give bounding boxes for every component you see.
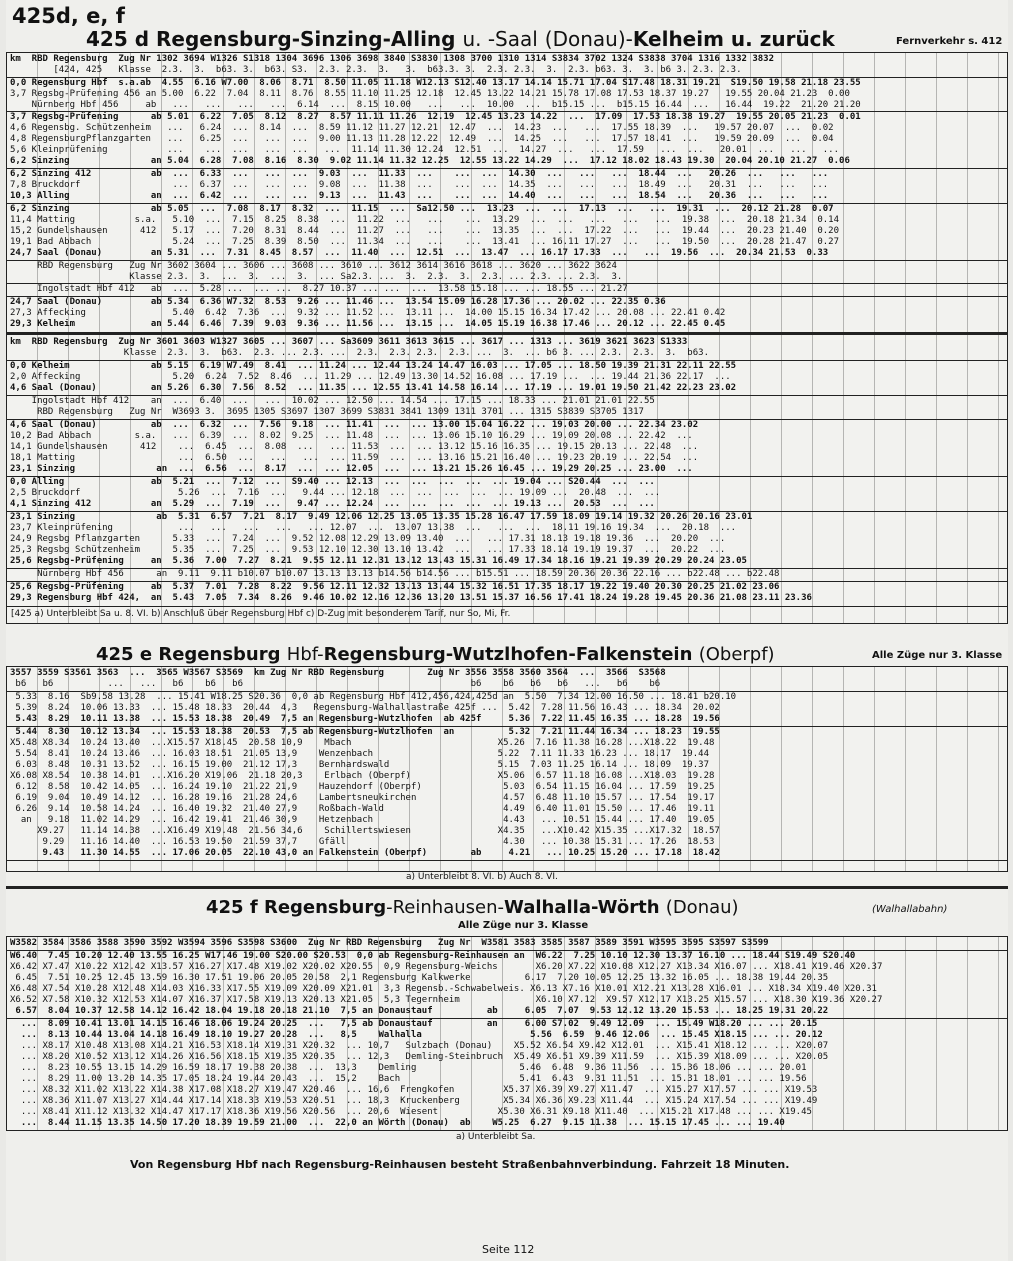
d-row: 23,1 Sinzing ab 5.31 6.57 7.21 8.17 9.49 12.06 12.25 13.05 13.35 15.28 16.47 17.59 18.09 19.14 19.32 20.26 20.16 23.01 xyxy=(10,512,753,522)
section-f-subtitle: (Walhallabahn) xyxy=(872,904,948,915)
f-row: ... 8.13 10.44 13.04 14.18 16.49 18.10 19.27 20.28 ... 8,5 Walhalla 5.56 6.59 9.46 12.06 ... 15.45 X18.15 ... ... 20.12 xyxy=(10,1030,823,1040)
d-row: 0,0 Regensburg Hbf s.a.ab 4.55 6.16 W7.00 8.06 8.71 8.50 11.05 11.18 W12.13 S12.40 13.17 14.14 15.71 17.04 S17.48 18.31 19.21 S19.50 19.58 21.18 23.55 xyxy=(10,78,861,88)
section-e-note: Alle Züge nur 3. Klasse xyxy=(872,650,1003,661)
section-d-title-d: Kelheim u. zurück xyxy=(632,27,835,51)
d-row: 25,3 Regsbg Schützenheim 5.35 ... 7.25 ... 9.53 12.10 12.30 13.10 13.42 ... ... 17.33 18.14 19.19 19.37 ... 20.22 ... xyxy=(10,545,726,555)
e-row: 3557 3559 S3561 3563 ... 3565 W3567 S3569 km Zug Nr RBD Regensburg Zug Nr 3556 3558 3560 3564 ... 3566 S3568 xyxy=(10,668,666,678)
d-row: 4,6 Saal (Donau) an 5.26 6.30 7.56 8.52 ... 11.35 ... 12.55 13.41 14.58 16.14 ... 17.19 ... 19.01 19.50 21.42 22.23 23.02 xyxy=(10,383,737,393)
d-row: 15,2 Gundelshausen 412 5.17 ... 7.20 8.31 8.44 ... 11.27 ... ... ... 13.35 ... ... 17.22 ... ... 19.44 ... 20.23 21.40 0.20 xyxy=(10,226,840,236)
d-row: 4,8 RegensburgPflanzgarten ... 6.25 ... ... ... 9.00 11.13 11.28 12.22 12.49 ... 14.25 ... ... 17.57 18.41 ... 19.59 20.09 ... 0.04 xyxy=(10,134,834,144)
section-f-title-d: (Donau) xyxy=(665,897,739,918)
e-row: 5.39 8.24 10.06 13.33 ... 15.48 18.33 20.44 4,3 Regensburg-Walhallastraße 425f ... 5.42 7.28 11.56 16.43 ... 18.34 20.02 xyxy=(10,703,720,713)
section-d-fernverkehr: Fernverkehr s. 412 xyxy=(896,36,1003,47)
e-row: 6.12 8.58 10.42 14.05 ... 16.24 19.10 21.22 21,9 Hauzendorf (Oberpf) 5.03 6.54 11.15 16.04 ... 17.59 19.25 xyxy=(10,782,715,792)
section-divider xyxy=(6,886,1008,889)
section-d-title-c: (Donau)- xyxy=(544,27,633,51)
d-row: 23,7 Kleinprüfening ... ... ... ... ... 12.07 ... 13.07 13.38 ... ... ... 18.11 19.16 19.34 ... 20.18 ... xyxy=(10,523,737,533)
f-row: ... X8.20 X10.52 X13.12 X14.26 X16.56 X18.15 X19.35 X20.35 ... 12,3 Demling-Steinbruch X5.49 X6.51 X9.39 X11.59 ... X15.39 X18.09 ... ... X20.05 xyxy=(10,1052,829,1062)
timetable-page xyxy=(6,0,1008,1261)
d-row: 7,8 Bruckdorf ... 6.37 ... ... ... 9.08 ... 11.38 ... ... ... 14.35 ... ... ... 18.49 ... 20.31 ... ... ... xyxy=(10,180,829,190)
d-row: 5,6 Kleinprüfening ... ... ... ... ... ... 11.14 11.30 12.24 12.51 ... 14.27 ... ... 17.59 ... ... 20.01 ... ... ... xyxy=(10,145,840,155)
d-row: 11,4 Matting s.a. 5.10 ... 7.15 8.25 8.38 ... 11.22 ... ... ... 13.29 ... ... ... ... ... 19.38 ... 20.18 21.34 0.14 xyxy=(10,215,840,225)
section-e-table xyxy=(6,666,1008,872)
d-row: 4,6 Regensbg. Schützenheim ... 6.24 ... 8.14 ... 8.59 11.12 11.27 12.21 12.47 ... 14.23 ... ... 17.55 18.39 ... 19.57 20.07 ... 0.02 xyxy=(10,123,834,133)
d-return-header-1: km RBD Regensburg Zug Nr 3601 3603 W1327 3605 ... 3607 ... Sa3609 3611 3613 3615 ... 3617 ... 1313 ... 3619 3621 3623 S1333 xyxy=(10,337,688,347)
d-return-header-2: Klasse 2.3. 3. b63. 2.3. ... 2.3. ... 2.3. 2.3. 2.3. 2.3. ... 3. ... b6 3. ... 2.3. 2.3. 3. b63. xyxy=(10,348,709,358)
page-heading: 425d, e, f xyxy=(12,4,125,28)
d-row: 24,7 Saal (Donau) an 5.31 ... 7.31 8.45 8.57 ... 11.40 ... 12.51 ... 13.47 ... 16.17 17.33 ... ... 19.56 ... 20.34 21.53 0.33 xyxy=(10,248,829,258)
section-f-title-b: -Reinhausen- xyxy=(386,897,504,918)
d-footnote: [425 a) Unterbleibt Sa u. 8. VI. b) Anschluß über Regensburg Hbf c) D-Zug mit besonderem Tarif, nur So, Mi, Fr. xyxy=(11,609,511,619)
f-row: ... 8.09 10.41 13.01 14.15 16.46 18.06 19.24 20.25 ... 7,5 ab Donaustauf an 6.00 S7.02 9.49 12.09 ... 15.49 W18.20 ... ... 20.15 xyxy=(10,1019,818,1029)
section-d-title-b: u. -Saal xyxy=(462,27,538,51)
d-row: 6,2 Sinzing an 5.04 6.28 7.08 8.16 8.30 9.02 11.14 11.32 12.25 12.55 13.22 14.29 ... 17.12 18.02 18.43 19.30 20.04 20.10 21.27 0.06 xyxy=(10,156,850,166)
e-row: 9.29 11.16 14.40 ... 16.53 19.50 21.59 37,7 Gfäll 4.30 ... 10.38 15.31 ... 17.26 18.53 xyxy=(10,837,715,847)
f-row: 6.45 7.51 10.25 12.45 13.59 16.30 17.51 19.06 20.05 20.58 2,1 Regensburg Kalkwerke 6.17 7.20 10.05 12.25 13.32 16.05 ... 18.38 19.44 20.35 xyxy=(10,973,829,983)
d-row: 19,1 Bad Abbach 5.24 ... 7.25 8.39 8.50 ... 11.34 ... ... ... 13.41 ... 16.11 17.27 ... ... 19.50 ... 20.28 21.47 0.27 xyxy=(10,237,840,247)
bottom-note: Von Regensburg Hbf nach Regensburg-Reinhausen besteht Straßenbahnverbindung. Fahrzeit 18 Minuten. xyxy=(130,1158,790,1171)
f-row: 6.57 8.04 10.37 12.58 14.12 16.42 18.04 19.18 20.18 21.10 7,5 an Donaustauf ab 6.05 7.07 9.53 12.12 13.20 15.53 ... 18.25 19.31 20.22 xyxy=(10,1006,829,1016)
d-row: 27,3 Affecking 5.40 6.42 7.36 ... 9.32 ... 11.52 ... 13.11 ... 14.00 15.15 16.34 17.42 ... 20.08 ... 22.41 0.42 xyxy=(10,308,726,318)
d-row: Ingolstadt Hbf 412 an ... 6.40 ... ... 10.02 ... 12.50 ... 14.54 ... 17.15 ... 18.33 ... 21.01 21.01 22.55 xyxy=(10,396,655,406)
d-row: RBD Regensburg Zug Nr W3693 3. 3695 1305 S3697 1307 3699 S3831 3841 1309 1311 3701 ... 1315 S3839 S3705 1317 xyxy=(10,407,644,417)
d-row: 6,2 Sinzing ab 5.05 ... 7.08 8.17 8.32 ... 11.15 ... Sa12.50 ... 13.23 ... ... 17.13 ... ... 19.31 ... 20.12 21.28 0.07 xyxy=(10,204,834,214)
e-row: X9.27 11.14 14.38 ...X16.49 X19.48 21.56 34,6 Schillertswiesen X4.35 ...X10.42 X15.35 ...X17.32 18.57 xyxy=(10,826,720,836)
section-f-title xyxy=(206,897,739,918)
section-e-title-a: Regensburg xyxy=(158,644,281,665)
d-row: 4,1 Sinzing 412 an 5.29 ... 7.19 ... 9.47 ... 12.24 ... ... ... ... ... 19.13 ... 20.53 ... ... xyxy=(10,499,655,509)
section-f-number: 425 f xyxy=(206,897,258,918)
page-number: Seite 112 xyxy=(482,1243,535,1256)
section-e-title-c: Regensburg-Wutzlhofen-Falkenstein xyxy=(323,644,693,665)
d-header-1: km RBD Regensburg Zug Nr 1302 3694 W1326 S1318 1304 3696 1306 3698 3840 S3830 1308 3700 1310 1314 S3834 3702 1324 S3838 3704 1316 1332 3832 xyxy=(10,54,775,64)
section-e-title-d: (Oberpf) xyxy=(698,644,775,665)
e-row: 5.54 8.41 10.24 13.46 ... 16.03 18.51 21.05 13,9 Wenzenbach 5.22 7.11 11.33 16.23 ... 18.17 19.44 xyxy=(10,749,709,759)
e-row: X5.48 X8.34 10.24 13.40 ...X15.57 X18.45 20.58 10,9 Mbach X5.26 7.16 11.38 16.28 ...X18.22 19.48 xyxy=(10,738,715,748)
f-row: ... 8.44 11.15 13.35 14.50 17.20 18.39 19.59 21.00 ... 22,0 an Wörth (Donau) ab W5.25 6.27 9.15 11.38 ... 15.15 17.45 ... ... 19.40 xyxy=(10,1118,785,1128)
d-row: 18,1 Matting ... 6.50 ... ... ... ... 11.59 ... ... 13.16 15.21 16.40 ... 19.23 20.19 ... 22.54 ... xyxy=(10,453,699,463)
d-row: 3,7 Regsbg-Prüfening ab 5.01 6.22 7.05 8.12 8.27 8.57 11.11 11.26 12.19 12.45 13.23 14.22 ... 17.09 17.53 18.38 19.27 19.55 20.05 21.23 0.01 xyxy=(10,112,861,122)
d-header-2: [424, 425 Klasse 2.3. 3. b63. 3. b63. S3. 2.3. 2.3. 3. 3. b63.3. 3. 2.3. 2.3. 3. 2.3. b63. 3. 3. b6 3. 2.3. 2.3. xyxy=(10,65,742,75)
d-row: 29,3 Regensburg Hbf 424, an 5.43 7.05 7.34 8.26 9.46 10.02 12.16 12.36 13.20 13.51 15.37 16.56 17.41 18.24 19.28 19.45 20.36 21.08 23.11 23.36 xyxy=(10,593,812,603)
e-row: 6.03 8.48 10.31 13.52 ... 16.15 19.00 21.12 17,3 Bernhardswald 5.15 7.03 11.25 16.14 ... 18.09 19.37 xyxy=(10,760,709,770)
f-row: ... X8.36 X11.07 X13.27 X14.44 X17.14 X18.33 X19.53 X20.51 ... 18,3 Kruckenberg X5.34 X6.36 X9.23 X11.44 ... X15.24 X17.54 ... ... X19.49 xyxy=(10,1096,818,1106)
e-row: X6.08 X8.54 10.38 14.01 ...X16.20 X19.06 21.18 20,3 Erlbach (Oberpf) X5.06 6.57 11.18 16.08 ...X18.03 19.28 xyxy=(10,771,715,781)
section-f-note: Alle Züge nur 3. Klasse xyxy=(458,920,589,931)
section-f-table xyxy=(6,936,1008,1131)
d-row: RBD Regensburg Zug Nr 3602 3604 ... 3606 ... 3608 ... 3610 ... 3612 3614 3616 3618 ... 3620 ... 3622 3624 xyxy=(10,261,617,271)
d-row: 24,7 Saal (Donau) ab 5.34 6.36 W7.32 8.53 9.26 ... 11.46 ... 13.54 15.09 16.28 17.36 ... 20.02 ... 22.35 0.36 xyxy=(10,297,666,307)
section-d-table xyxy=(6,52,1008,624)
d-row: Nürnberg Hbf 456 an 9.11 9.11 b10.07 b10.07 13.13 13.13 b14.56 b14.56 ... b15.51 ... 18.59 20.36 20.36 22.16 ... b22.48 ... b22.48 xyxy=(10,569,780,579)
e-row: an 9.18 11.02 14.29 ... 16.42 19.41 21.46 30,9 Hetzenbach 4.43 ... 10.51 15.44 ... 17.40 19.05 xyxy=(10,815,715,825)
d-row: Klasse 2.3. 3. ... 3. ... 3. ... Sa2.3. ... 3. 2.3. 3. 2.3. ... 2.3. ... 2.3. 3. xyxy=(10,272,623,282)
d-row: Nürnberg Hbf 456 ab ... ... ... ... 6.14 ... 8.15 10.00 ... ... 10.00 ... b15.15 ... b15.15 16.44 ... 16.44 19.22 21.20 21.20 xyxy=(10,100,861,110)
d-row: 6,2 Sinzing 412 ab ... 6.33 ... ... ... 9.03 ... 11.33 ... ... ... 14.30 ... ... ... 18.44 ... 20.26 ... ... ... xyxy=(10,169,829,179)
d-row: 25,6 Regsbg-Prüfening ab 5.37 7.01 7.28 8.22 9.56 12.11 12.32 13.13 13.44 15.32 16.51 17.35 18.17 19.22 19.40 20.30 20.25 21.02 23.06 xyxy=(10,582,780,592)
e-row: 5.44 8.30 10.12 13.34 ... 15.53 18.38 20.53 7,5 ab Regensburg-Wutzlhofen an 5.32 7.21 11.44 16.34 ... 18.23 19.55 xyxy=(10,727,720,737)
e-footnote: a) Unterbleibt 8. VI. b) Auch 8. VI. xyxy=(406,872,558,882)
d-row: 14,1 Gundelshausen 412 ... 6.45 ... 8.08 ... ... 11.53 ... ... 13.12 15.16 16.35 ... 19.15 20.13 ... 22.48 ... xyxy=(10,442,699,452)
f-footnote: a) Unterbleibt Sa. xyxy=(456,1132,536,1142)
d-row: 0,0 Kelheim ab 5.15 6.19 W7.49 8.41 ... 11.24 ... 12.44 13.24 14.47 16.03 ... 17.05 ... 18.50 19.39 21.31 22.11 22.55 xyxy=(10,361,737,371)
f-row: X6.42 X7.47 X10.22 X12.42 X13.57 X16.27 X17.48 X19.02 X20.02 X20.55 0,9 Regensburg-Weichs X6.20 X7.22 X10.08 X12.27 X13.34 X16.07 ... X18.41 X19.46 X20.37 xyxy=(10,962,883,972)
d-row: 2,5 Bruckdorf 5.26 ... 7.16 ... 9.44 ... 12.18 ... ... ... ... ... 19.09 ... 20.48 ... ... xyxy=(10,488,661,498)
section-f-title-c: Walhalla-Wörth xyxy=(504,897,660,918)
section-e-number: 425 e xyxy=(96,644,153,665)
d-row: 25,6 Regsbg-Prüfening an 5.36 7.00 7.27 8.21 9.55 12.11 12.31 13.12 13.43 15.31 16.49 17.34 18.16 19.21 19.39 20.29 20.24 23.05 xyxy=(10,556,747,566)
d-row: 10,2 Bad Abbach s.a. ... 6.39 ... 8.02 9.25 ... 11.48 ... ... 13.06 15.10 16.29 ... 19.09 20.08 ... 22.42 ... xyxy=(10,431,693,441)
f-row: X6.52 X7.58 X10.32 X12.53 X14.07 X16.37 X17.58 X19.13 X20.13 X21.05 5,3 Tegernheim X6.10 X7.12 X9.57 X12.17 X13.25 X15.57 ... X18.30 X19.36 X20.27 xyxy=(10,995,883,1005)
e-row: 6.26 9.14 10.58 14.24 ... 16.40 19.32 21.40 27,9 Roßbach-Wald 4.49 6.40 11.01 15.50 ... 17.46 19.11 xyxy=(10,804,715,814)
f-row: X6.48 X7.54 X10.28 X12.48 X14.03 X16.33 X17.55 X19.09 X20.09 X21.01 3,3 Regensb.-Schwabelweis. X6.13 X7.16 X10.01 X12.21 X13.28 X16.01 ... X18.34 X19.40 X20.31 xyxy=(10,984,877,994)
e-row: b6 b6 ... ... b6 b6 b6 b6 b6 b6 b6 ... b6 b6 xyxy=(10,679,661,689)
f-row: ... X8.41 X11.12 X13.32 X14.47 X17.17 X18.36 X19.56 X20.56 ... 20,6 Wiesent X5.30 X6.31 X9.18 X11.40 ... X15.21 X17.48 ... ... X19.45 xyxy=(10,1107,812,1117)
d-row: 29,3 Kelheim an 5.44 6.46 7.39 9.03 9.36 ... 11.56 ... 13.15 ... 14.05 15.19 16.38 17.46 ... 20.12 ... 22.45 0.45 xyxy=(10,319,726,329)
d-row: 4,6 Saal (Donau) ab ... 6.32 ... 7.56 9.18 ... 11.41 ... ... 13.00 15.04 16.22 ... 19.03 20.00 ... 22.34 23.02 xyxy=(10,420,699,430)
d-row: Ingolstadt Hbf 412 ab ... 5.28 ... ... ... 8.27 10.37 ... ... ... 13.58 15.18 ... ... 18.55 ... 21.27 xyxy=(10,284,628,294)
e-row: 6.19 9.04 10.49 14.12 ... 16.28 19.16 21.28 24,6 Lambertsneukirchen 4.57 6.48 11.10 15.57 ... 17.54 19.17 xyxy=(10,793,715,803)
f-row: ... 8.23 10.55 13.15 14.29 16.59 18.17 19.38 20.38 ... 13,3 Demling 5.46 6.48 9.36 11.56 ... 15.36 18.06 ... ... 20.01 xyxy=(10,1063,807,1073)
f-row: ... 8.29 11.00 13.20 14.35 17.05 18.24 19.44 20.43 ... 15,2 Bach 5.41 6.43 9.31 11.51 ... 15.31 18.01 ... ... 19.56 xyxy=(10,1074,807,1084)
d-row: 24,9 Regsbg Pflanzgarten 5.33 ... 7.24 ... 9.52 12.08 12.29 13.09 13.40 ... ... 17.31 18.13 19.18 19.36 ... 20.20 ... xyxy=(10,534,726,544)
section-d-title-a: Regensburg-Sinzing-Alling xyxy=(156,27,456,51)
section-f-title-a: Regensburg xyxy=(263,897,387,918)
section-e-title-b: Hbf- xyxy=(286,644,324,665)
d-row: 0,0 Alling ab 5.21 ... 7.12 ... S9.40 ... 12.13 ... ... ... ... ... 19.04 ... S20.44 ... ... xyxy=(10,477,655,487)
e-row: 9.43 11.30 14.55 ... 17.06 20.05 22.10 43,0 an Falkenstein (Oberpf) ab 4.21 ... 10.25 15.20 ... 17.18 18.42 xyxy=(10,848,720,858)
section-e-title xyxy=(96,644,775,665)
d-row: 23,1 Sinzing an ... 6.56 ... 8.17 ... ... 12.05 ... ... 13.21 15.26 16.45 ... 19.29 20.25 ... 23.00 ... xyxy=(10,464,693,474)
d-row: 2,0 Affecking 5.20 6.24 7.52 8.46 ... 11.29 ... 12.49 13.30 14.52 16.08 ... 17.19 ... ... 19.44 21.36 22.17 ... xyxy=(10,372,731,382)
e-row: 5.43 8.29 10.11 13.38 ... 15.53 18.38 20.49 7,5 an Regensburg-Wutzlhofen ab 425f 5.36 7.22 11.45 16.35 ... 18.28 19.56 xyxy=(10,714,720,724)
f-row: W3582 3584 3586 3588 3590 3592 W3594 3596 S3598 S3600 Zug Nr RBD Regensburg Zug Nr W3581 3583 3585 3587 3589 3591 W3595 3595 S3597 S3599 xyxy=(10,938,769,948)
f-row: ... X8.32 X11.02 X13.22 X14.38 X17.08 X18.27 X19.47 X20.46 ... 16,6 Frengkofen X5.37 X6.39 X9.27 X11.47 ... X15.27 X17.57 ... ... X19.53 xyxy=(10,1085,818,1095)
section-d-number: 425 d xyxy=(86,27,150,51)
e-row: 5.33 8.16 Sb9.58 13.28 ... 15.41 W18.25 S20.36 0,0 ab Regensburg Hbf 412,456,424,425d an 5.50 7.34 12.00 16.50 ... 18.41 b20.10 xyxy=(10,692,737,702)
section-d-title xyxy=(86,27,835,51)
f-row: W6.40 7.45 10.20 12.40 13.55 16.25 W17.46 19.00 S20.00 S20.53 0,0 ab Regensburg-Reinhausen an W6.22 7.25 10.10 12.30 13.37 16.10 ... 18.44 S19.49 S20.40 xyxy=(10,951,856,961)
f-row: ... X8.17 X10.48 X13.08 X14.21 X16.53 X18.14 X19.31 X20.32 ... 10,7 Sulzbach (Donau) X5.52 X6.54 X9.42 X12.01 ... X15.41 X18.12 ... ... X20.07 xyxy=(10,1041,829,1051)
d-row: 10,3 Alling an ... 6.42 ... ... ... 9.13 ... 11.43 ... ... ... 14.40 ... ... ... 18.54 ... 20.36 ... ... ... xyxy=(10,191,829,201)
d-row: 3,7 Regsbg-Prüfening 456 an 5.00 6.22 7.04 8.11 8.76 8.55 11.10 11.25 12.18 12.45 13.22 14.21 15.78 17.08 17.53 18.37 19.27 19.55 20.04 21.23 0.00 xyxy=(10,89,850,99)
